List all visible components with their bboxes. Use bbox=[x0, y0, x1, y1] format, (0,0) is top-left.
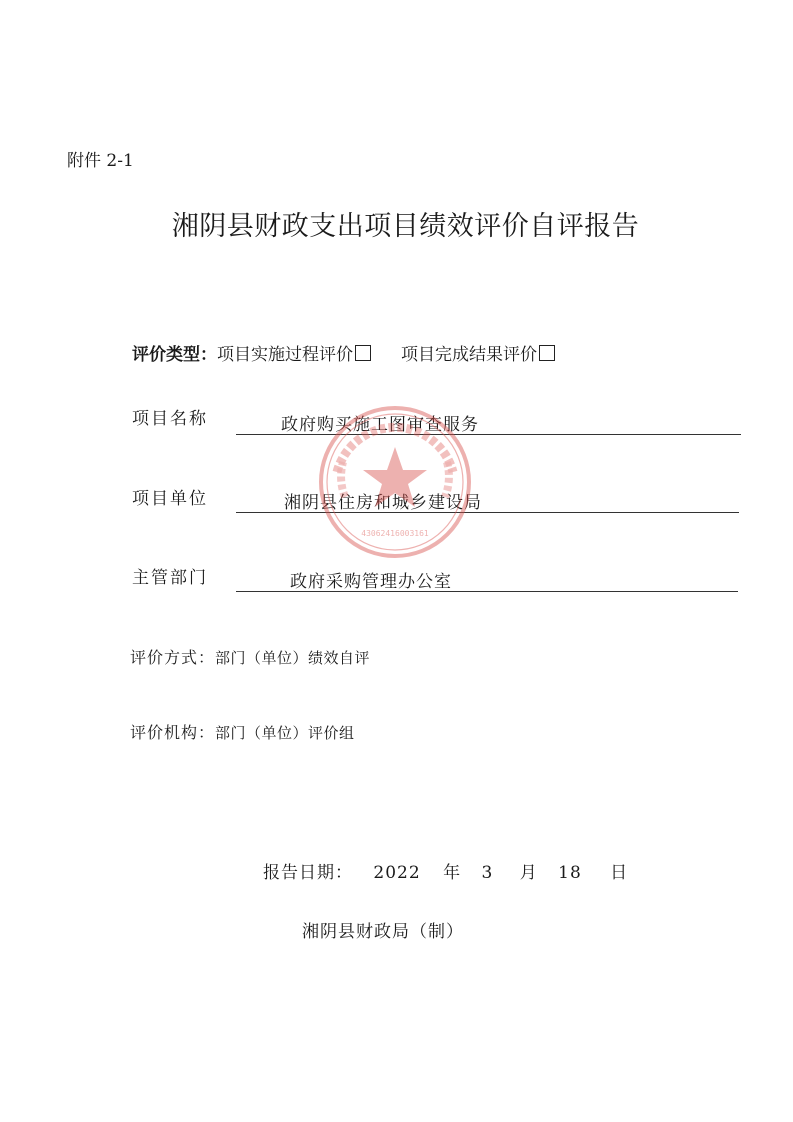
option-process-label: 项目实施过程评价 bbox=[217, 345, 353, 365]
evaluation-type-label: 评价类型： bbox=[132, 345, 217, 365]
option-process-checkbox[interactable] bbox=[355, 345, 371, 361]
report-title: 湘阴县财政支出项目绩效评价自评报告 bbox=[171, 211, 640, 242]
report-date-month-unit: 月 bbox=[519, 863, 538, 883]
evaluation-org-value: 部门（单位）评价组 bbox=[215, 724, 355, 742]
competent-dept-label: 主管部门 bbox=[132, 568, 208, 588]
report-date-label: 报告日期： bbox=[263, 863, 353, 883]
report-date-year: 2022 bbox=[373, 863, 421, 883]
evaluation-type-row bbox=[132, 340, 555, 365]
evaluation-org-label: 评价机构： bbox=[130, 723, 216, 742]
issuer-label: 湘阴县财政局（制） bbox=[302, 922, 464, 942]
option-result-checkbox[interactable] bbox=[539, 345, 555, 361]
report-date-month: 3 bbox=[481, 863, 494, 883]
project-name-label: 项目名称 bbox=[132, 409, 208, 429]
report-date-day: 18 bbox=[558, 863, 582, 883]
project-unit-value: 湘阴县住房和城乡建设局 bbox=[284, 493, 482, 513]
evaluation-method-value: 部门（单位）绩效自评 bbox=[215, 649, 371, 667]
evaluation-method-row bbox=[130, 645, 370, 668]
competent-dept-value: 政府采购管理办公室 bbox=[290, 572, 452, 592]
report-date-year-unit: 年 bbox=[443, 863, 462, 883]
report-date-day-unit: 日 bbox=[610, 863, 629, 883]
option-result-label: 项目完成结果评价 bbox=[401, 345, 537, 365]
evaluation-method-label: 评价方式： bbox=[130, 648, 216, 667]
attachment-label: 附件 2-1 bbox=[67, 151, 134, 171]
project-name-value: 政府购买施工图审查服务 bbox=[281, 415, 479, 435]
project-unit-label: 项目单位 bbox=[132, 489, 208, 509]
evaluation-org-row bbox=[130, 720, 355, 743]
report-date-row bbox=[263, 858, 628, 883]
stamp-code: 43062416003161 bbox=[361, 529, 429, 538]
